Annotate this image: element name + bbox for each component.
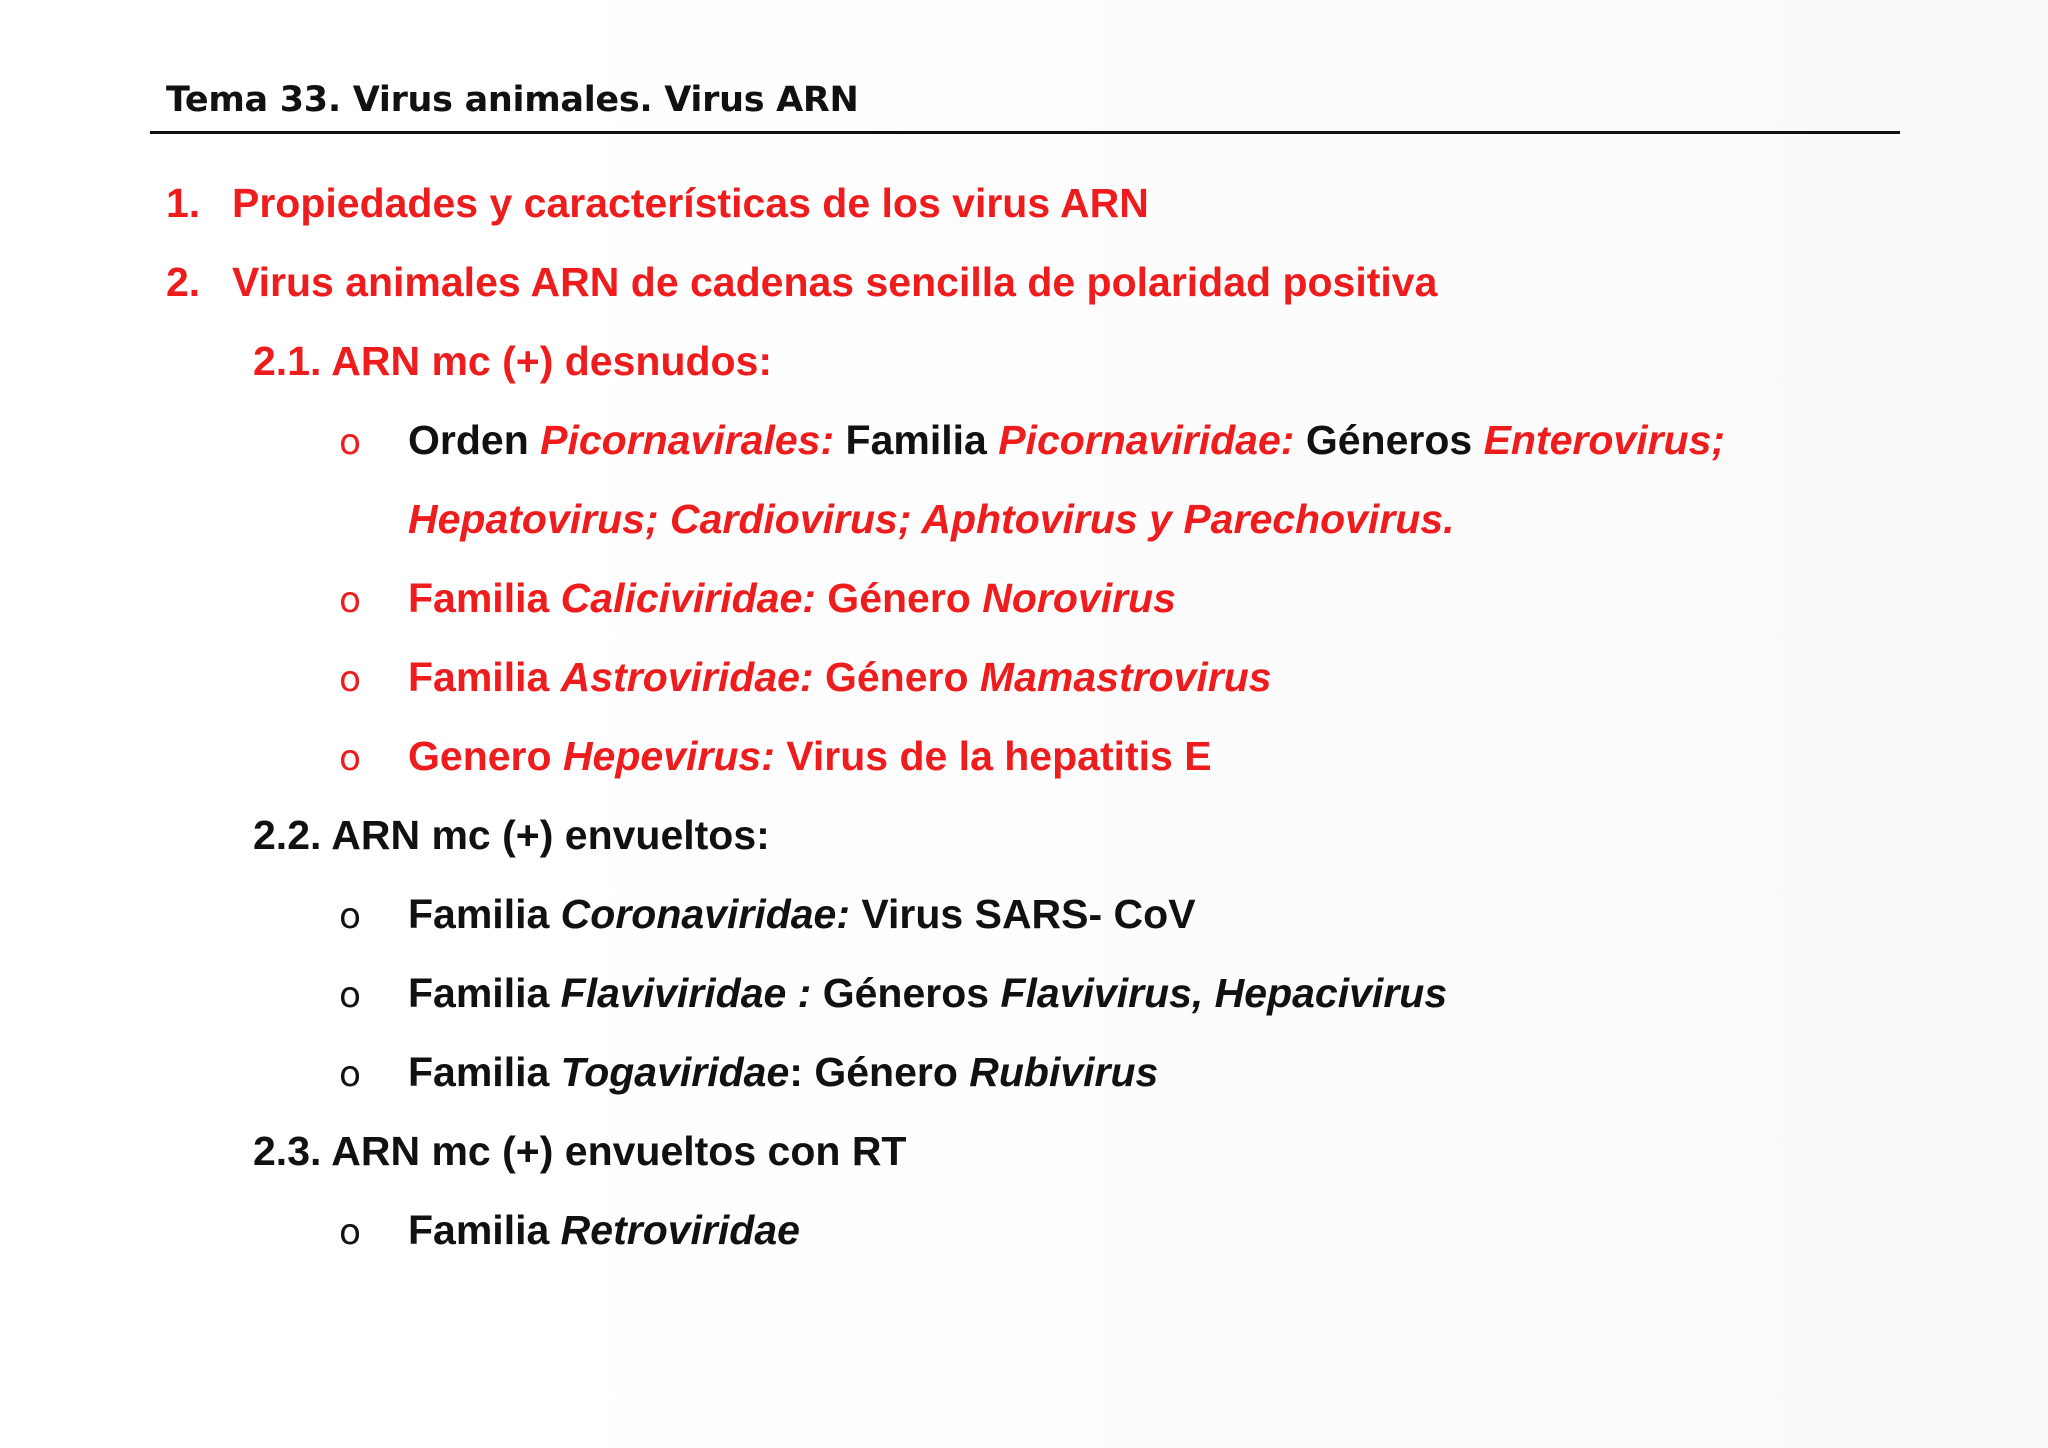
bullet-icon: o — [339, 580, 362, 621]
subsection-2-2-heading: 2.2. ARN mc (+) envueltos: — [253, 812, 770, 858]
item-number: 1. — [166, 180, 201, 226]
list-item-flaviviridae: Familia Flaviviridae : Géneros Flavivirus, Hepacivirus — [408, 970, 1448, 1016]
list-item-astroviridae: Familia Astroviridae: Género Mamastrovirus — [408, 654, 1272, 700]
list-item-caliciviridae: Familia Caliciviridae: Género Norovirus — [408, 575, 1176, 621]
list-item-coronaviridae: Familia Coronaviridae: Virus SARS- CoV — [408, 891, 1196, 937]
list-item-hepevirus: Genero Hepevirus: Virus de la hepatitis E — [408, 733, 1212, 779]
item-text: Virus animales ARN de cadenas sencilla de polaridad positiva — [232, 259, 1438, 305]
bullet-icon: o — [339, 975, 362, 1016]
outline-item-1 — [166, 180, 1149, 226]
list-item-togaviridae: Familia Togaviridae: Género Rubivirus — [408, 1049, 1159, 1095]
list-item-picornavirales: Orden Picornavirales: Familia Picornaviridae: Géneros Enterovirus; — [408, 417, 1726, 463]
header-divider — [150, 131, 1900, 134]
list-item-retroviridae: Familia Retroviridae — [408, 1207, 800, 1253]
bullet-icon: o — [339, 896, 362, 937]
item-text: Propiedades y características de los virus ARN — [232, 180, 1149, 226]
bullet-icon: o — [339, 1212, 362, 1253]
bullet-icon: o — [339, 1054, 362, 1095]
page-title: Tema 33. Virus animales. Virus ARN — [166, 80, 859, 120]
bullet-icon: o — [339, 738, 362, 779]
bullet-icon: o — [339, 422, 362, 463]
bullet-icon: o — [339, 659, 362, 700]
subsection-2-3-heading: 2.3. ARN mc (+) envueltos con RT — [253, 1128, 907, 1174]
outline-item-2 — [166, 259, 1438, 305]
list-item-picornavirales-continued: Hepatovirus; Cardiovirus; Aphtovirus y Parechovirus. — [408, 496, 1455, 542]
subsection-2-1-heading: 2.1. ARN mc (+) desnudos: — [253, 338, 773, 384]
item-number: 2. — [166, 259, 201, 305]
